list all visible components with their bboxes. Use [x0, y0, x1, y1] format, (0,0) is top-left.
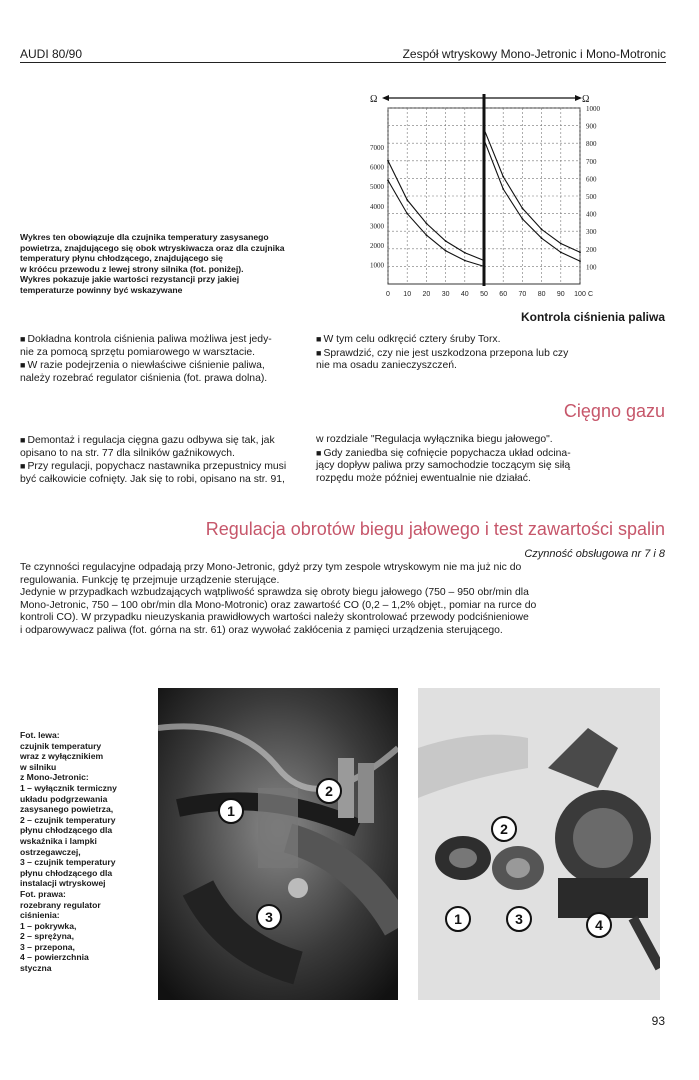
- chart-left-tick-label: 5000: [370, 183, 384, 192]
- chart-right-tick-label: 700: [586, 157, 597, 166]
- pressure-right-column: [316, 333, 666, 373]
- chart-point-left-lower: [483, 266, 485, 268]
- photo-caption-line: Fot. lewa:: [20, 730, 60, 740]
- idle-line: regulowania. Funkcję tę przejmuje urządzenie sterujące.: [20, 574, 280, 586]
- chart-left-axis-label: Ω: [370, 94, 378, 105]
- chart-right-tick-label: 400: [586, 210, 597, 219]
- chart-right-tick-label: 100: [586, 263, 597, 272]
- chart-x-tick-label: 20: [422, 291, 431, 298]
- chart-point-right-lower: [522, 218, 524, 220]
- photo-caption-line: w silniku: [20, 761, 57, 772]
- photo-caption-line: wraz z wyłącznikiem: [20, 751, 104, 762]
- photo-right-marker-3: 3: [506, 906, 532, 932]
- chart-point-left-lower: [445, 250, 447, 252]
- photo-caption-line: zasysanego powietrza,: [20, 804, 114, 815]
- photo-caption-line: 3 – czujnik temperatury: [20, 857, 116, 868]
- photo-left-marker-2: 2: [316, 778, 342, 804]
- cable-right-line: rozpędu może później ewentualnie nie działać.: [316, 472, 531, 484]
- chart-point-left-upper: [387, 160, 389, 162]
- idle-line: Jedynie w przypadkach wzbudzających wątpliwość sprawdza się obroty biegu jałowego (750 – 950 obr/min dla: [20, 587, 529, 599]
- chart-caption-line: Wykres pokazuje jakie wartości rezystancji przy jakiej: [20, 274, 240, 285]
- chart-x-axis-label: C: [588, 291, 594, 298]
- chart-left-tick-label: 7000: [370, 144, 384, 153]
- chart-point-right-lower: [541, 237, 543, 239]
- photo-caption-line: styczna: [20, 963, 52, 974]
- chart-right-tick-label: 300: [586, 228, 597, 237]
- photo-right-marker-4: 4: [586, 912, 612, 938]
- pressure-left-column: [20, 333, 310, 385]
- service-number: Czynność obsługowa nr 7 i 8: [524, 548, 665, 560]
- header-right: Zespół wtryskowy Mono-Jetronic i Mono-Motronic: [402, 47, 666, 61]
- chart-point-left-lower: [426, 234, 428, 236]
- chart-point-right-lower: [483, 139, 485, 141]
- chart-point-right-upper: [522, 207, 524, 209]
- photo-caption-line: ostrzegawczej,: [20, 846, 81, 857]
- photo-caption-line: Fot. prawa:: [20, 888, 66, 899]
- chart-point-left-lower: [406, 213, 408, 215]
- chart-point-right-upper: [541, 229, 543, 231]
- chart-left-arrowhead: [382, 95, 389, 101]
- pressure-right-line: ■ W tym celu odkręcić cztery śruby Torx.: [316, 333, 666, 347]
- pressure-left-line: należy rozebrać regulator ciśnienia (fot. prawa dolna).: [20, 372, 268, 384]
- pressure-left-line: nie za pomocą sprzętu pomiarowego w warsztacie.: [20, 346, 256, 358]
- cable-heading: Cięgno gazu: [563, 401, 665, 421]
- page-number: 93: [651, 1014, 665, 1028]
- chart-point-right-upper: [502, 176, 504, 178]
- chart-point-right-upper: [579, 251, 581, 253]
- chart-left-tick-label: 1000: [370, 261, 384, 270]
- chart-x-tick-label: 100: [574, 291, 586, 298]
- chart-right-tick-label: 800: [586, 140, 597, 149]
- chart-point-right-lower: [560, 251, 562, 253]
- chart-x-tick-label: 0: [386, 291, 390, 298]
- chart-point-left-upper: [426, 222, 428, 224]
- chart-point-left-lower: [387, 179, 389, 181]
- chart-caption: [20, 232, 350, 296]
- chart-point-left-upper: [464, 252, 466, 254]
- photo-right-regulator: [418, 688, 660, 1000]
- idle-body: [20, 562, 670, 638]
- idle-line: Te czynności regulacyjne odpadają przy Mono-Jetronic, gdyż przy tym zespole wtryskowym nie ma już nic do: [20, 562, 522, 573]
- cable-left-line: być całkowicie cofnięty. Jak się to robi, opisano na str. 91,: [20, 473, 285, 485]
- chart-point-left-lower: [464, 260, 466, 262]
- chart-point-left-upper: [445, 240, 447, 242]
- pressure-left-line: ■ W razie podejrzenia o niewłaściwe ciśnienie paliwa,: [20, 359, 310, 373]
- photo-caption-line: wskaźnika i lampki: [20, 835, 97, 846]
- chart-right-tick-label: 500: [586, 193, 597, 201]
- photo-left-marker-1: 1: [218, 798, 244, 824]
- pressure-right-line: nie ma osadu zanieczyszczeń.: [316, 360, 457, 372]
- photo-caption-line: z Mono-Jetronic:: [20, 772, 89, 783]
- cable-right-column: [316, 434, 666, 485]
- chart-series-left-lower: [388, 180, 484, 266]
- cable-left-line: ■ Demontaż i regulacja cięgna gazu odbywa się tak, jak: [20, 434, 312, 448]
- chart-point-left-upper: [483, 260, 485, 262]
- header-rule: [20, 62, 666, 63]
- chart-caption-line: temperaturze powinny być wskazywane: [20, 284, 183, 295]
- photo-caption-line: płynu chłodzącego dla: [20, 867, 113, 878]
- idle-heading: Regulacja obrotów biegu jałowego i test zawartości spalin: [205, 519, 665, 539]
- chart-right-tick-label: 600: [586, 175, 597, 184]
- cable-left-line: ■ Przy regulacji, popychacz nastawnika przepustnicy musi: [20, 460, 312, 474]
- pressure-left-line: ■ Dokładna kontrola ciśnienia paliwa możliwa jest jedy-: [20, 333, 310, 347]
- chart-right-tick-label: 200: [586, 245, 597, 254]
- chart-x-tick-label: 90: [556, 291, 565, 298]
- photo-caption-line: układu podgrzewania: [20, 793, 108, 804]
- chart-left-tick-label: 4000: [370, 202, 384, 211]
- photo-left-engine: [158, 688, 398, 1000]
- chart-right-tick-label: 900: [586, 122, 597, 131]
- chart-caption-line: Wykres ten obowiązuje dla czujnika temperatury zasysanego: [20, 232, 269, 242]
- chart-left-tick-label: 2000: [370, 241, 384, 250]
- chart-point-right-upper: [483, 128, 485, 130]
- pressure-heading: Kontrola ciśnienia paliwa: [520, 310, 665, 324]
- idle-line: i odparowywacz paliwa (fot. górna na str. 61) oraz wywołać zakłócenia z pamięci urządzenia sterującego.: [20, 624, 503, 636]
- idle-line: kontroli CO). W przypadku nieuzyskania prawidłowych wartości należy skontrolować przewody podciśnieniowe: [20, 612, 529, 624]
- chart-point-right-lower: [502, 188, 504, 190]
- chart-x-tick-label: 10: [403, 291, 412, 298]
- photo-caption-line: 2 – sprężyna,: [20, 931, 74, 942]
- chart-caption-line: powietrza, znajdującego się obok wtryskiwacza oraz dla czujnika: [20, 242, 285, 253]
- cable-right-line: jący dopływ paliwa przy samochodzie toczącym się siłą: [316, 460, 571, 472]
- engine-photo-illustration: [158, 688, 398, 1000]
- resistance-chart-svg: [340, 88, 640, 303]
- cable-right-line: w rozdziale "Regulacja wyłącznika biegu jałowego".: [316, 434, 553, 445]
- pressure-right-line: ■ Sprawdzić, czy nie jest uszkodzona przepona lub czy: [316, 347, 666, 361]
- photo-caption: [20, 730, 155, 974]
- photo-caption-line: 3 – przepona,: [20, 941, 75, 952]
- chart-series-right-lower: [484, 140, 580, 261]
- chart-caption-line: w króćcu przewodu z lewej strony silnika (fot. poniżej).: [20, 263, 244, 274]
- photo-right-marker-1: 1: [445, 906, 471, 932]
- header-left: AUDI 80/90: [20, 47, 83, 61]
- cable-left-column: [20, 434, 312, 486]
- chart-right-arrowhead: [575, 95, 582, 101]
- chart-left-tick-label: 3000: [370, 222, 384, 231]
- chart-x-tick-label: 50: [480, 291, 488, 298]
- cable-right-line: ■ Gdy zaniedba się cofnięcie popychacza układ odcina-: [316, 447, 666, 461]
- chart-series-right-upper: [484, 129, 580, 252]
- photo-caption-line: 1 – pokrywka,: [20, 920, 77, 931]
- chart-x-tick-label: 30: [441, 291, 450, 298]
- chart-x-tick-label: 80: [537, 291, 546, 298]
- chart-left-tick-label: 6000: [370, 163, 384, 172]
- photo-left-marker-3: 3: [256, 904, 282, 930]
- idle-line: Mono-Jetronic, 750 – 100 obr/min dla Mono-Motronic) oraz zawartość CO (0,2 – 1,2% objęt., pomiar na rurce do: [20, 599, 537, 611]
- resistance-chart: [340, 88, 640, 303]
- photo-caption-line: instalacji wtryskowej: [20, 878, 106, 889]
- photo-caption-line: rozebrany regulator: [20, 899, 101, 910]
- chart-caption-line: temperatury płynu chłodzącego, znajdującego się: [20, 253, 223, 264]
- photo-caption-line: 2 – czujnik temperatury: [20, 814, 116, 825]
- chart-x-tick-label: 60: [499, 291, 508, 298]
- chart-right-tick-label: 1000: [586, 105, 600, 113]
- photo-caption-line: 1 – wyłącznik termiczny: [20, 782, 117, 793]
- chart-right-axis-label: Ω: [582, 94, 590, 105]
- chart-point-right-lower: [579, 260, 581, 262]
- chart-point-left-upper: [406, 199, 408, 201]
- chart-series-left-upper: [388, 161, 484, 261]
- photo-caption-line: 4 – powierzchnia: [20, 952, 89, 963]
- photo-caption-line: ciśnienia:: [20, 910, 60, 921]
- regulator-photo-illustration: [418, 688, 660, 1000]
- photo-right-marker-2: 2: [491, 816, 517, 842]
- chart-point-right-upper: [560, 243, 562, 245]
- photo-caption-line: płynu chłodzącego dla: [20, 825, 113, 836]
- chart-x-tick-label: 40: [460, 291, 469, 298]
- cable-left-line: opisano to na str. 77 dla silników gaźnikowych.: [20, 447, 235, 459]
- chart-x-tick-label: 70: [518, 291, 527, 298]
- photo-caption-line: czujnik temperatury: [20, 740, 102, 751]
